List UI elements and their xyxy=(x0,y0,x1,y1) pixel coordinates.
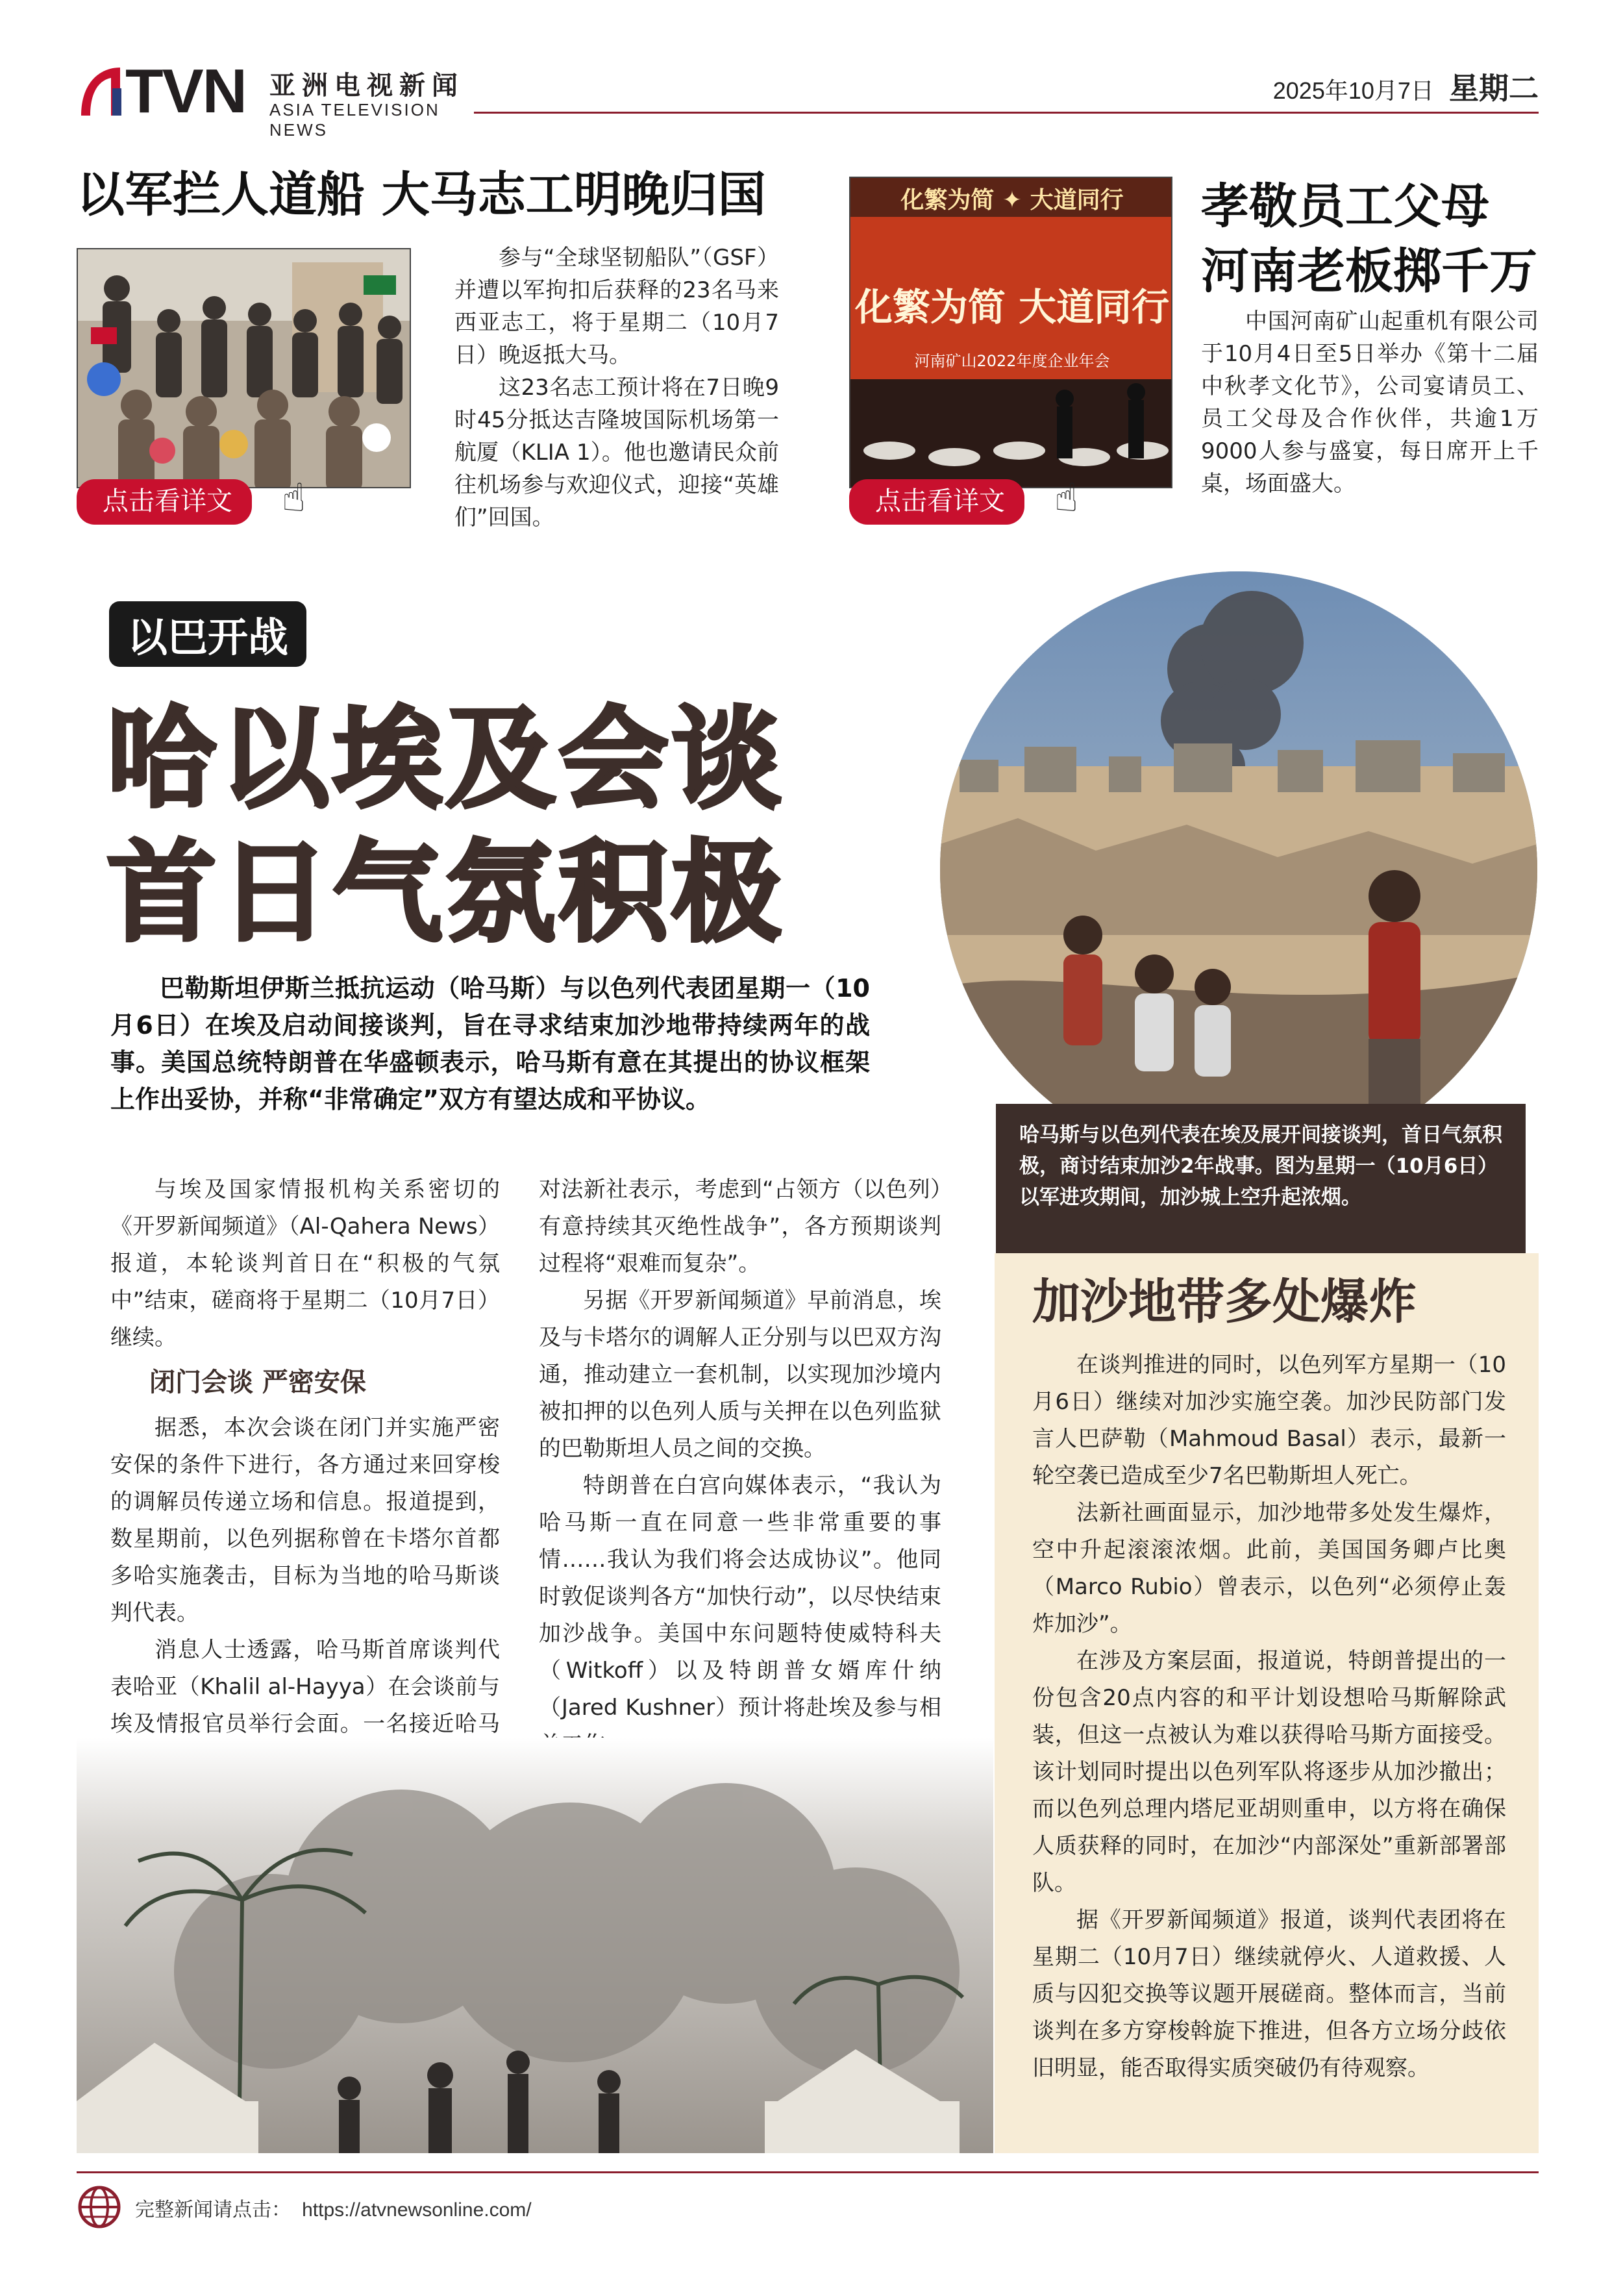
sidebar-paragraph: 在谈判推进的同时，以色列军方星期一（10月6日）继续对加沙实施空袭。加沙民防部门发言人巴萨勒（Mahmoud Basal）表示，最新一轮空袭已造成至少7名巴勒斯坦人死亡。 xyxy=(1032,1352,1506,1489)
story-right-title[interactable]: 孝敬员工父母 河南老板掷千万 xyxy=(1201,179,1537,299)
story-left-paragraph: 参与“全球坚韧船队”（GSF）并遭以军拘扣后获释的23名马来西亚志工，将于星期二（10月7日）晚返抵大马。 xyxy=(454,245,779,368)
sidebar-gaza-explosions xyxy=(995,1253,1539,2153)
footer-label: 完整新闻请点击： xyxy=(135,2199,291,2221)
story-left-photo[interactable] xyxy=(77,248,411,488)
banquet-photo-illustration xyxy=(850,178,1172,488)
gaza-city-illustration xyxy=(940,571,1537,1169)
article-column-2 xyxy=(539,1171,941,1764)
sidebar-paragraph: 在涉及方案层面，报道说，特朗普提出的一份包含20点内容的和平计划设想哈马斯解除武装，但这一点被认为难以获得哈马斯方面接受。该计划同时提出以色列军队将逐步从加沙撤出；而以色列总理内塔尼亚胡则重申，以方将在确保人质获释的同时，在加沙“内部深处”重新部署部队。 xyxy=(1032,1648,1506,1896)
brand-english: ASIA TELEVISION NEWS xyxy=(269,100,440,140)
article-paragraph: 据悉，本次会谈在闭门并实施严密安保的条件下进行，各方通过来回穿梭的调解员传递立场和信息。报道提到，数星期前，以色列据称曾在卡塔尔首都多哈实施袭击，目标为当地的哈马斯谈判代表。 xyxy=(110,1415,500,1626)
article-column-1 xyxy=(110,1171,500,1780)
article-subhead: 闭门会谈 严密安保 xyxy=(149,1367,366,1397)
story-right-body: 中国河南矿山起重机有限公司于10月4日至5日举办《第十二届中秋孝文化节》，公司宴请员工、员工父母及合作伙伴，共逾1万9000人参与盛宴，每日席开上千桌，场面盛大。 xyxy=(1201,308,1539,497)
volunteers-photo-illustration xyxy=(78,249,411,488)
globe-icon xyxy=(77,2184,122,2230)
banner-sub-text: 河南矿山2022年度企业年会 xyxy=(914,352,1110,370)
atvn-logo-a-icon xyxy=(75,62,127,121)
masthead xyxy=(75,56,490,140)
pointer-hand-icon: ☝ xyxy=(1054,475,1078,521)
read-more-button[interactable]: 点击看详文 xyxy=(849,479,1024,525)
article-paragraph: 对法新社表示，考虑到“占领方（以色列）有意持续其灭绝性战争”，各方预期谈判过程将“艰难而复杂”。 xyxy=(539,1177,941,1277)
sidebar-title[interactable]: 加沙地带多处爆炸 xyxy=(1032,1274,1417,1330)
gaza-smoke-photo xyxy=(77,1738,993,2153)
section-tag: 以巴开战 xyxy=(109,601,306,667)
weekday-text: 星期二 xyxy=(1449,71,1539,106)
footer-link-row[interactable] xyxy=(135,2193,532,2222)
header-rule xyxy=(474,112,1539,114)
article-paragraph: 与埃及国家情报机构关系密切的《开罗新闻频道》（Al-Qahera News）报道，本轮谈判首日在“积极的气氛中”结束，磋商将于星期二（10月7日）继续。 xyxy=(110,1177,500,1351)
banner-top-text: 化繁为简 ✦ 大道同行 xyxy=(900,187,1124,214)
banner-main-text: 化繁为简 大道同行 xyxy=(854,285,1170,329)
date-text: 2025年10月7日 xyxy=(1272,77,1434,104)
main-headline-line2[interactable]: 首日气氛积极 xyxy=(107,829,785,956)
gaza-circle-photo xyxy=(940,571,1537,1169)
story-left-paragraph: 这23名志工预计将在7日晚9时45分抵达吉隆坡国际机场第一航厦（KLIA 1）。他也邀请民众前往机场参与欢迎仪式，迎接“英雄们”回国。 xyxy=(454,375,779,530)
lead-paragraph: 巴勒斯坦伊斯兰抵抗运动（哈马斯）与以色列代表团星期一（10月6日）在埃及启动间接谈判，旨在寻求结束加沙地带持续两年的战事。美国总统特朗普在华盛顿表示，哈马斯有意在其提出的协议框架上作出妥协，并称“非常确定”双方有望达成和平协议。 xyxy=(110,974,870,1114)
logo-text: TVN xyxy=(125,56,246,126)
main-headline-line1[interactable]: 哈以埃及会谈 xyxy=(107,695,785,823)
brand-chinese: 亚洲电视新闻 xyxy=(269,71,464,101)
sidebar-paragraph: 法新社画面显示，加沙地带多处发生爆炸，空中升起滚滚浓烟。此前，美国国务卿卢比奥（Marco Rubio）曾表示，以色列“必须停止轰炸加沙”。 xyxy=(1032,1500,1506,1637)
article-paragraph: 消息人士透露，哈马斯首席谈判代表哈亚（Khalil al-Hayya）在会谈前与埃及情报官员举行会面。一名接近哈马 xyxy=(110,1637,500,1737)
footer-rule xyxy=(77,2171,1539,2173)
footer-url-link[interactable]: https://atvnewsonline.com/ xyxy=(302,2199,532,2221)
sidebar-paragraph: 据《开罗新闻频道》报道，谈判代表团将在星期二（10月7日）继续就停火、人道救援、人质与囚犯交换等议题开展磋商。整体而言，当前谈判在多方穿梭斡旋下推进，但各方立场分歧依旧明显，能否取得实质突破仍有待观察。 xyxy=(1032,1907,1506,2081)
read-more-button[interactable]: 点击看详文 xyxy=(77,479,252,525)
story-right-photo[interactable] xyxy=(849,177,1172,488)
story-left-body xyxy=(454,242,779,534)
article-paragraph: 另据《开罗新闻频道》早前消息，埃及与卡塔尔的调解人正分别与以巴双方沟通，推动建立一套机制，以实现加沙境内被扣押的以色列人质与关押在以色列监狱的巴勒斯坦人员之间的交换。 xyxy=(539,1288,941,1462)
story-left-title[interactable]: 以军拦人道船 大马志工明晚归国 xyxy=(77,167,766,223)
pointer-hand-icon: ☝ xyxy=(282,475,306,521)
article-paragraph: 特朗普在白宫向媒体表示，“我认为哈马斯一直在同意一些非常重要的事情……我认为我们将会达成协议”。他同时敦促谈判各方“加快行动”，以尽快结束加沙战争。美国中东问题特使威特科夫（Witkoff）以及特朗普女婿库什纳（Jared Kushner）预计将赴埃及参与相 xyxy=(539,1473,941,1721)
issue-date xyxy=(1272,65,1539,108)
photo-caption: 哈马斯与以色列代表在埃及展开间接谈判，首日气氛积极，商讨结束加沙2年战事。图为星期一（10月6日）以军进攻期间，加沙城上空升起浓烟。 xyxy=(996,1104,1526,1253)
smoke-scene-illustration xyxy=(77,1738,993,2153)
